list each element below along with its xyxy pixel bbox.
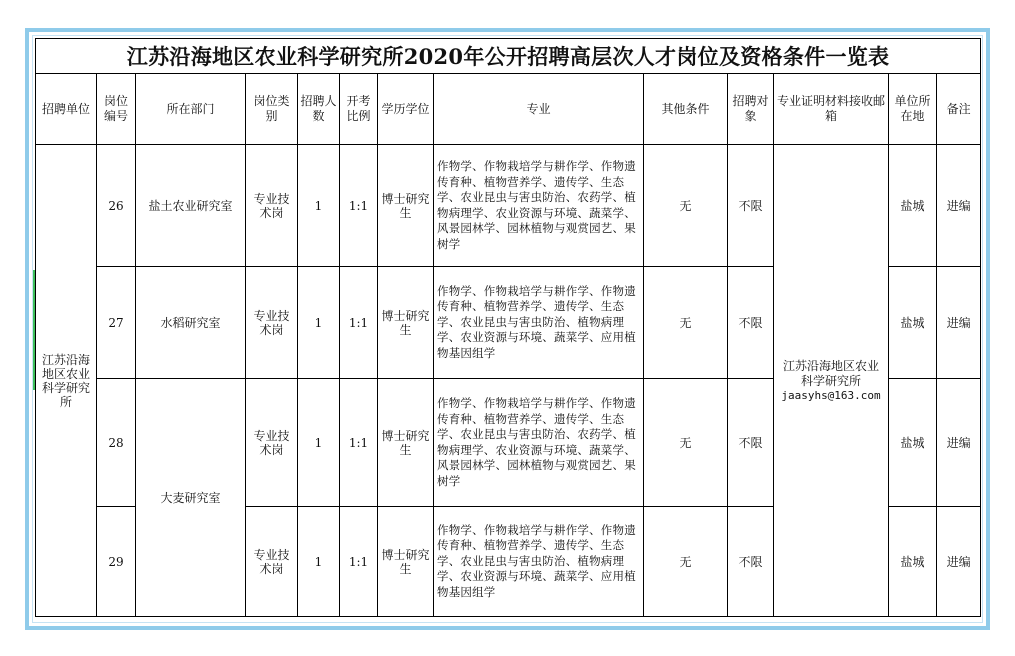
target-cell: 不限: [728, 267, 774, 379]
location-cell: 盐城: [889, 379, 937, 507]
major-cell: 作物学、作物栽培学与耕作学、作物遗传育种、植物营养学、遗传学、生态学、农业昆虫与害虫防治、农药学、植物病理学、农业资源与环境、蔬菜学、风景园林学、园林植物与观赏园艺、果树学: [434, 379, 644, 507]
count-cell: 1: [298, 267, 340, 379]
header-degree: 学历学位: [378, 74, 434, 145]
mail-cell: [774, 145, 889, 617]
mail-org: 江苏沿海地区农业科学研究所: [782, 358, 879, 388]
note-cell: 进编: [937, 507, 981, 617]
recruitment-table: [35, 38, 981, 617]
target-cell: 不限: [728, 507, 774, 617]
mail-address[interactable]: jaasyhs@163.com: [781, 388, 881, 402]
dept-cell: 盐土农业研究室: [136, 145, 246, 267]
header-target: 招聘对象: [728, 74, 774, 145]
major-cell: 作物学、作物栽培学与耕作学、作物遗传育种、植物营养学、遗传学、生态学、农业昆虫与害虫防治、农药学、植物病理学、农业资源与环境、蔬菜学、风景园林学、园林植物与观赏园艺、果树学: [434, 145, 644, 267]
header-dept: 所在部门: [136, 74, 246, 145]
degree-cell: 博士研究生: [378, 267, 434, 379]
count-cell: 1: [298, 507, 340, 617]
code-cell: 29: [97, 507, 136, 617]
code-cell: 27: [97, 267, 136, 379]
unit-name-cell: 江苏沿海地区农业科学研究所: [36, 145, 97, 617]
ratio-cell: 1:1: [340, 379, 378, 507]
dept-cell: 大麦研究室: [136, 379, 246, 617]
header-other: 其他条件: [644, 74, 728, 145]
note-cell: 进编: [937, 379, 981, 507]
header-location: 单位所在地: [889, 74, 937, 145]
header-unit: 招聘单位: [36, 74, 97, 145]
target-cell: 不限: [728, 145, 774, 267]
code-cell: 26: [97, 145, 136, 267]
location-cell: 盐城: [889, 145, 937, 267]
header-major: 专业: [434, 74, 644, 145]
degree-cell: 博士研究生: [378, 379, 434, 507]
other-cell: 无: [644, 379, 728, 507]
note-cell: 进编: [937, 267, 981, 379]
page-title: 江苏沿海地区农业科学研究所2020年公开招聘高层次人才岗位及资格条件一览表: [36, 39, 981, 74]
header-type: 岗位类别: [246, 74, 298, 145]
count-cell: 1: [298, 379, 340, 507]
other-cell: 无: [644, 145, 728, 267]
header-count: 招聘人数: [298, 74, 340, 145]
ratio-cell: 1:1: [340, 267, 378, 379]
table-row: [36, 145, 981, 267]
type-cell: 专业技术岗: [246, 267, 298, 379]
other-cell: 无: [644, 267, 728, 379]
count-cell: 1: [298, 145, 340, 267]
degree-cell: 博士研究生: [378, 145, 434, 267]
header-row: [36, 74, 981, 145]
dept-cell: 水稻研究室: [136, 267, 246, 379]
location-cell: 盐城: [889, 267, 937, 379]
ratio-cell: 1:1: [340, 145, 378, 267]
location-cell: 盐城: [889, 507, 937, 617]
other-cell: 无: [644, 507, 728, 617]
type-cell: 专业技术岗: [246, 379, 298, 507]
header-code: 岗位编号: [97, 74, 136, 145]
header-ratio: 开考比例: [340, 74, 378, 145]
type-cell: 专业技术岗: [246, 145, 298, 267]
degree-cell: 博士研究生: [378, 507, 434, 617]
note-cell: 进编: [937, 145, 981, 267]
header-mail: 专业证明材料接收邮箱: [774, 74, 889, 145]
code-cell: 28: [97, 379, 136, 507]
ratio-cell: 1:1: [340, 507, 378, 617]
header-note: 备注: [937, 74, 981, 145]
major-cell: 作物学、作物栽培学与耕作学、作物遗传育种、植物营养学、遗传学、生态学、农业昆虫与害虫防治、植物病理学、农业资源与环境、蔬菜学、应用植物基因组学: [434, 267, 644, 379]
type-cell: 专业技术岗: [246, 507, 298, 617]
target-cell: 不限: [728, 379, 774, 507]
major-cell: 作物学、作物栽培学与耕作学、作物遗传育种、植物营养学、遗传学、生态学、农业昆虫与害虫防治、植物病理学、农业资源与环境、蔬菜学、应用植物基因组学: [434, 507, 644, 617]
